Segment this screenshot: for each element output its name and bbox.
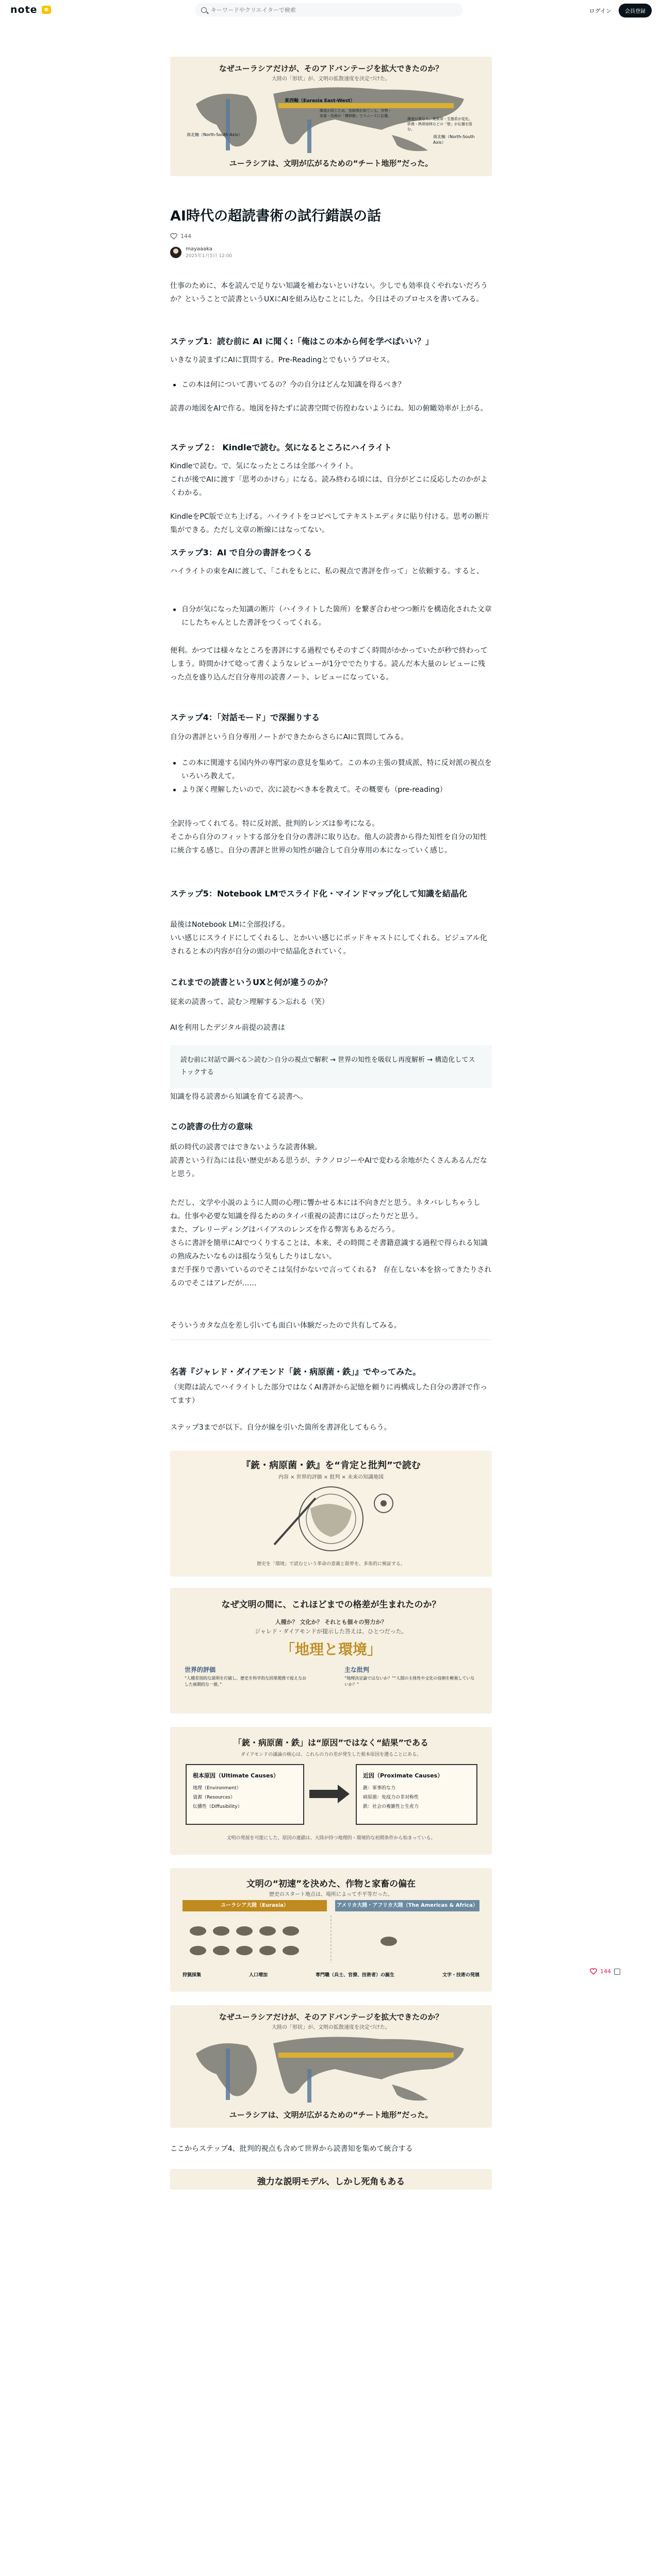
step1-paragraph: いきなり読まずにAIに質問する。Pre-Readingとでもいうプロセス。 (170, 356, 394, 364)
arrow-right-icon (309, 1784, 351, 1804)
ux-paragraph-3: 知識を得る読書から知識を育てる読書へ。 (170, 1093, 307, 1101)
meaning-paragraph-2: ただし、文学や小説のように人間の心理に響かせる本には不向きだと思う。ネタバレしちゃうしね。仕事や必要な知識を得るためのタイパ重視の読書にはぴったりだと思う。 また、プレリーディングはバイアスのレンズを作る弊害もあるだろう。 さらに書評を簡単にAIでつくりすることは、本来、その時間こそ書籍意識する過程で得られる知識の熟成みたいなものは損なう気もしたりはしない。 まだ手探りで書いているのでそこは気付かないで言ってくれる? 存在しない本を捨ってきたりされるのでそこはアレだが…… (170, 1199, 492, 1287)
world-map-illustration (186, 2033, 476, 2105)
fig2-caption: 歴史を「環境」で読むという革命の意義と限界を、多角的に検証する。 (256, 1562, 405, 1567)
fig4-title: 「銃・病原菌・鉄」は“原因”ではなく“結果”である (233, 1738, 429, 1748)
fig5-left-heading: ユーラシア大陸（Eurasia） (183, 1900, 327, 1911)
step2-paragraph-2: KindleをPC版で立ち上げる。ハイライトをコピペしてテキストエディタに貼り付ける。思考の断片集ができる。ただし文章の断線にはなってない。 (170, 513, 489, 534)
step3-bullet: 自分が気になった知識の断片（ハイライトした箇所）を繋ぎ合わせつつ断片を構造化された文章にしたちゃんとした書評をつくってくれる。 (170, 603, 492, 630)
hero-figure (170, 57, 492, 176)
stage-specialists: 専門職（兵士、官僚、技術者）の誕生 (315, 1973, 394, 1978)
article-title: AI時代の超読書術の試行錯誤の話 (170, 208, 381, 224)
fig3-left-text: “人種差別的な説明を打破し、歴史を科学的な因果関係で捉えなおした画期的な一冊。” (185, 1676, 307, 1687)
ux-paragraph-2: AIを利用したデジタル前提の読書は (170, 1024, 285, 1032)
floating-like-button[interactable] (590, 1968, 620, 1975)
fig4-left-item: 伝播性（Diffusibility） (193, 1804, 242, 1809)
fig4-left-item: 資源（Resources） (193, 1795, 235, 1800)
label-east-west: 東西軸（Eurasia East-West） (285, 98, 355, 104)
figure-why-inequality (170, 1588, 492, 1714)
stage-hunting: 狩猟採集 (183, 1973, 202, 1978)
avatar[interactable] (170, 247, 181, 258)
fig4-right-heading: 近因（Proximate Causes） (363, 1772, 443, 1779)
fig4-subtitle: ダイアモンドの議論の核心は、これらの力の差が発生した根本原因を遡ることにある。 (240, 1752, 422, 1757)
livestock-illustration (183, 1916, 479, 1963)
process-quote: 読む前に対話で調べる＞読む＞自分の視点で解釈 → 世界の知性を吸収し再度解析 → 構造化してストックする (170, 1045, 492, 1088)
proximate-causes-box (356, 1764, 477, 1825)
figure-crops-livestock (170, 1868, 492, 1992)
fig3-answer: 「地理と環境」 (280, 1641, 382, 1658)
label-africa: 南北軸（North-South Axis） (433, 134, 475, 145)
meaning-paragraph-3: そういうカタな点を差し引いても面白い体験だったので共有してみる。 (170, 1321, 401, 1330)
progression-row (183, 1971, 479, 1978)
fig4-right-item: 鉄：社会の複雑性と生産力 (363, 1804, 419, 1809)
example-heading: 名著『ジャレド・ダイアモンド「銃・病原菌・鉄」』でやってみた。 (170, 1367, 421, 1377)
like-row[interactable] (170, 233, 492, 240)
step5-paragraph: 最後はNotebook LMに全部投げる。 いい感じにスライドにしてくれるし、とかいい感じにポッドキャストにしてくれる。ビジュアル化されると本の内容が自分の頭の中で結晶化されていく。 (170, 921, 487, 956)
step4-bullet-2: より深く理解したいので、次に読むべき本を教えて。その概要も（pre-reading） (170, 783, 492, 796)
fig6-title: なぜユーラシアだけが、そのアドバンテージを拡大できたのか？ (219, 2012, 443, 2022)
ultimate-causes-box (186, 1764, 304, 1825)
step1-paragraph-2: 読書の地図をAIで作る。地図を持たずに読書空間で彷徨わないようにね。知の俯瞰効率が上がる。 (170, 404, 488, 413)
figure-explanation-model (170, 2169, 492, 2190)
note-logo[interactable] (10, 4, 51, 15)
intro-paragraph: 仕事のために、本を読んで足りない知識を補わないといけない。少しでも効率良くやれないだろうか？ということで読書というUXにAIを組み込むことにした。今日はそのプロセスを書いてみる。 (170, 282, 488, 303)
search-box[interactable] (195, 3, 463, 16)
login-link[interactable]: ログイン (589, 7, 611, 14)
search-icon (201, 7, 207, 13)
step2-heading: ステップ２： Kindleで読む。気になるところにハイライト (170, 443, 392, 452)
site-header (0, 0, 662, 20)
stage-population: 人口増加 (249, 1973, 268, 1978)
fig3-right-heading: 主な批判 (344, 1666, 370, 1673)
fig5-title: 文明の“初速”を決めた、作物と家畜の偏在 (246, 1879, 416, 1889)
step2-paragraph: Kindleで読む。で、気になったところは全部ハイライト。 これが後でAIに渡す「思考のかけら」になる。読み終わる頃には、自分がどこに反応したのかがよくわかる。 (170, 462, 488, 497)
label-americas: 南北軸（North-South Axis） (187, 132, 242, 137)
heart-icon (590, 1968, 597, 1975)
ux-heading: これまでの読書というUXと何が違うのか？ (170, 977, 332, 987)
logo-mascot-icon (42, 6, 51, 14)
outro-paragraph: ここからステップ4、批判的視点も含めて世界から読書知を集めて統合する (170, 2145, 413, 2153)
author-block[interactable] (170, 246, 492, 259)
figure-causes (170, 1727, 492, 1855)
note-left: 緯度が同じため、気候帯が似ている。作物・家畜・技術が「横移動」でスムーズに伝播。 (320, 109, 392, 118)
publish-date: 2025年1月5日 12:00 (186, 253, 233, 259)
figure-map-repeat (170, 2005, 492, 2128)
fig1-title: なぜユーラシアだけが、そのアドバンテージを拡大できたのか？ (219, 64, 443, 73)
fig5-right-heading: アメリカ大陸・アフリカ大陸（The Americas & Africa） (335, 1900, 479, 1911)
fig6-caption: ユーラシアは、文明が広がるための“チート地形”だった。 (229, 2110, 433, 2120)
logo-text: note (10, 4, 38, 15)
author-name[interactable]: mayaaaka (186, 246, 212, 252)
fig3-title: なぜ文明の間に、これほどまでの格差が生まれたのか？ (221, 1600, 441, 1610)
fig2-title: 『銃・病原菌・鉄』を“肯定と批判”で読む (241, 1460, 421, 1471)
stage-writing: 文字・技術の発展 (442, 1973, 479, 1978)
floating-like-count: 144 (600, 1968, 611, 1975)
step4-bullet-1: この本に関連する国内外の専門家の意見を集めて。この本の主張の賛成派、特に反対派の視点をいろいろ教えて。 (170, 756, 492, 783)
fig1-subtitle: 大陸の「形状」が、文明の拡散速度を決定づけた。 (272, 76, 390, 82)
fig4-caption: 文明の発展を可能にした、原因の連鎖は、大陸が持つ地理的・環境的な初期条件から始まっている。 (226, 1836, 436, 1841)
signup-button[interactable]: 会員登録 (619, 4, 652, 18)
note-right: 緯度が異なり、気候帯・生態系が変化。砂漠・熱帯雨林などの「壁」が伝播を阻む。 (407, 117, 472, 131)
globe-gear-illustration (254, 1483, 408, 1555)
step3-heading: ステップ3：AI で自分の書評をつくる (170, 548, 312, 557)
fig4-left-item: 地理（Environment） (193, 1786, 241, 1791)
step1-bullet: この本は何について書いてるの？今の自分はどんな知識を得るべき？ (170, 378, 492, 392)
fig7-title: 強力な説明モデル、しかし死角もある (257, 2177, 405, 2187)
ux-paragraph: 従来の読書って、読む＞理解する＞忘れる（笑） (170, 998, 329, 1006)
fig5-subtitle: 歴史のスタート地点は、場所によって不平等だった。 (269, 1892, 393, 1897)
step5-heading: ステップ5：Notebook LMでスライド化・マインドマップ化して知識を結晶化 (170, 889, 468, 899)
fig3-question: 人種か？ 文化か？ それとも個々の努力か？ (275, 1619, 387, 1625)
fig3-left-heading: 世界的評価 (185, 1666, 216, 1673)
fig4-right-item: 病原菌：免疫力の非対称性 (363, 1795, 419, 1800)
fig4-left-heading: 根本原因（Ultimate Causes） (193, 1772, 279, 1779)
meaning-paragraph: 紙の時代の読書ではできないような読書体験。 読書という行為には長い歴史がある思うが、テクノロジーやAIで変わる余地がたくさんあるんだなと思う。 (170, 1143, 487, 1178)
fig1-caption: ユーラシアは、文明が広がるための“チート地形”だった。 (229, 159, 433, 168)
fig2-subtitle: 内容 × 世界的評価 × 批判 × 未来の知識地図 (278, 1475, 384, 1480)
step3-paragraph: ハイライトの束をAIに渡して、「これをもとに、私の視点で書評を作って」と依頼する。すると、 (170, 567, 484, 575)
fig6-subtitle: 大陸の「形状」が、文明の拡散速度を決定づけた。 (272, 2025, 390, 2030)
step4-paragraph-2: 全訳待ってくれてる。特に反対派、批判的レンズは参考になる。 そこから自分のフィットする部分を自分の書評に取り込む。他人の読書から得た知性を自分の知性に統合する感じ。自分の書評と世界の知性が融合して自分専用の本になっていく感じ。 (170, 820, 487, 855)
step1-heading: ステップ1：読む前に AI に聞く:「俺はこの本から何を学べばいい？」 (170, 336, 434, 346)
figure-guns-germs-steel (170, 1451, 492, 1577)
like-count: 144 (180, 233, 191, 240)
search-input[interactable] (211, 7, 448, 13)
fig3-right-text: “地理決定論ではないか？”“人間の主体性や文化の役割を軽視していないか？” (344, 1676, 475, 1687)
example-note: （実際は読んでハイライトした部分ではなくAI書評から記憶を頼りに再構成した自分の書評で作ってます） (170, 1383, 488, 1405)
share-icon[interactable] (614, 1969, 620, 1975)
step4-heading: ステップ4：「対話モード」で深掘りする (170, 713, 320, 722)
fig3-question-2: ジャレド・ダイアモンドが提示した答えは、ひとつだった。 (255, 1628, 407, 1635)
heart-icon[interactable] (170, 233, 177, 240)
step4-paragraph: 自分の書評という自分専用ノートができたからさらにAIに質問してみる。 (170, 733, 408, 741)
fig4-right-item: 銃：軍事的な力 (363, 1786, 396, 1791)
example-paragraph: ステップ3までが以下。自分が線を引いた箇所を書評化してもらう。 (170, 1423, 391, 1432)
meaning-heading: この読書の仕方の意味 (170, 1122, 253, 1131)
step3-paragraph-2: 便利。かつては様々なところを書評にする過程でもそのすごく時間がかかっていたが秒で終わってしまう。時間かけて唸って書くようなレビューが1分ででたりする。読んだ本大量のレビューに残った点を盛り込んだ自分専用の読書ノート、レビューになっている。 (170, 647, 488, 682)
